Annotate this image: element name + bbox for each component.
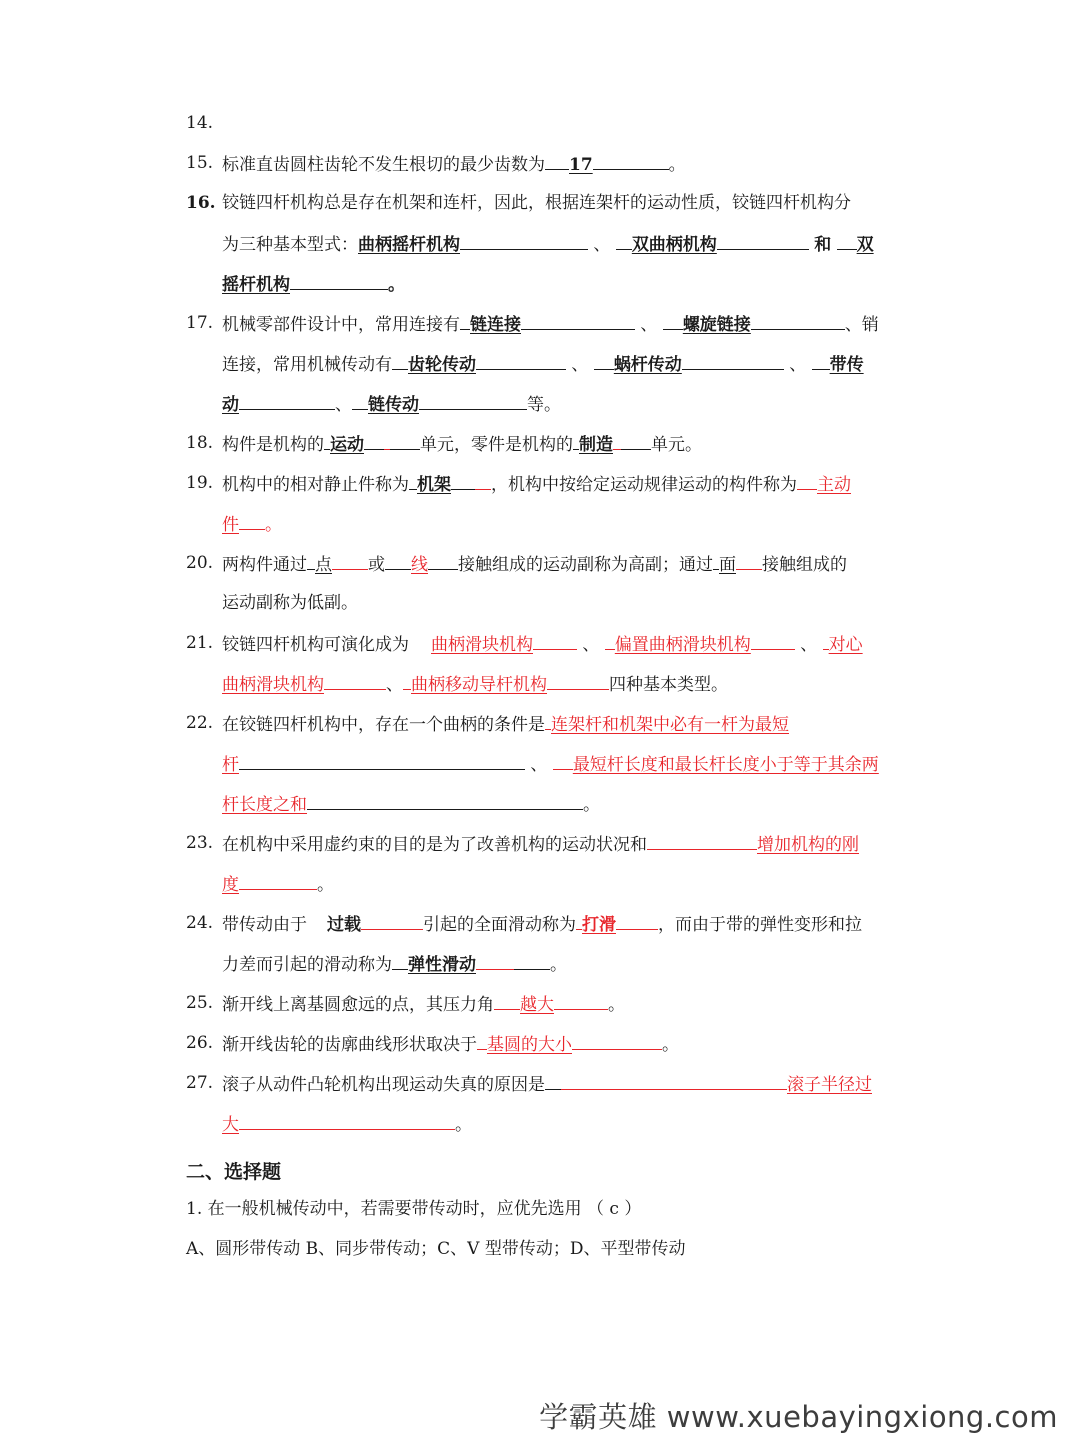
q21-line2: 曲柄滑块机构 、 曲柄移动导杆机构 四种基本类型。 bbox=[222, 672, 728, 696]
q25-line: 渐开线上离基圆愈远的点，其压力角 越大 。 bbox=[222, 992, 625, 1016]
q21-answer-3a: 对心 bbox=[828, 635, 863, 655]
q24-answer-1: 过载 bbox=[327, 915, 361, 935]
q22-line3: 杆长度之和 。 bbox=[222, 792, 600, 816]
q23-line1: 在机构中采用虚约束的目的是为了改善机构的运动状况和 增加机构的刚 bbox=[222, 832, 859, 856]
q22-number: 22. bbox=[186, 713, 214, 733]
choice-1-options: A、圆形带传动 B、同步带传动；C、V 型带传动；D、平型带传动 bbox=[186, 1239, 686, 1259]
q19-answer-2b: 件 bbox=[222, 515, 239, 535]
q24-answer-3: 弹性滑动 bbox=[408, 955, 476, 975]
q24-answer-2: 打滑 bbox=[582, 915, 616, 935]
q26-answer-1: 基圆的大小 bbox=[487, 1035, 572, 1055]
q17-answer-3: 齿轮传动 bbox=[408, 355, 476, 375]
section-title-choice: 二、选择题 bbox=[186, 1161, 282, 1183]
q27-line1: 滚子从动件凸轮机构出现运动失真的原因是 滚子半径过 bbox=[222, 1072, 872, 1096]
q16-answer-2: 双曲柄机构 bbox=[631, 235, 717, 255]
q17-answer-6: 链传动 bbox=[368, 395, 419, 415]
q16-line3: 摇杆机构 。 bbox=[222, 272, 405, 296]
q19-number: 19. bbox=[186, 473, 214, 493]
q17-answer-5a: 带传 bbox=[829, 355, 864, 375]
q19-line1: 机构中的相对静止件称为 机架 ，机构中按给定运动规律运动的构件称为 主动 bbox=[222, 472, 851, 496]
q21-number: 21. bbox=[186, 633, 214, 653]
q20-number: 20. bbox=[186, 553, 214, 573]
q22-line1: 在铰链四杆机构中，存在一个曲柄的条件是 连架杆和机架中必有一杆为最短 bbox=[222, 712, 789, 736]
q27-answer-1a: 滚子半径过 bbox=[787, 1075, 872, 1095]
q19-line2: 件 。 bbox=[222, 512, 282, 536]
q17-line2: 连接，常用机械传动有 齿轮传动 、 蜗杆传动 、 带传 bbox=[222, 352, 864, 376]
q20-answer-3: 面 bbox=[719, 555, 736, 575]
q16-line1: 铰链四杆机构总是存在机架和连杆，因此，根据连架杆的运动性质，铰链四杆机构分 bbox=[222, 193, 851, 213]
q19-answer-2a: 主动 bbox=[817, 475, 851, 495]
q17-answer-5b: 动 bbox=[222, 395, 239, 415]
q27-answer-1b: 大 bbox=[222, 1115, 239, 1135]
q24-number: 24. bbox=[186, 913, 214, 933]
q18-answer-2: 制造 bbox=[579, 435, 613, 455]
q26-number: 26. bbox=[186, 1033, 214, 1053]
q23-number: 23. bbox=[186, 833, 214, 853]
q19-answer-1: 机架 bbox=[417, 475, 451, 495]
q24-line1: 带传动由于 过载 引起的全面滑动称为 打滑 ，而由于带的弹性变形和拉 bbox=[222, 912, 862, 936]
q16-answer-3a: 双 bbox=[856, 235, 874, 255]
q21-answer-1: 曲柄滑块机构 bbox=[431, 635, 533, 655]
footer-watermark: 学霸英雄 www.xuebayingxiong.com bbox=[539, 1400, 1058, 1434]
q25-number: 25. bbox=[186, 993, 214, 1013]
q24-line2: 力差而引起的滑动称为 弹性滑动 。 bbox=[222, 952, 567, 976]
q18-answer-1: 运动 bbox=[330, 435, 364, 455]
q23-answer-1a: 增加机构的刚 bbox=[757, 835, 859, 855]
q22-answer-1b: 杆 bbox=[222, 755, 239, 775]
q16-number: 16. bbox=[186, 193, 216, 213]
q27-line2: 大 。 bbox=[222, 1112, 472, 1136]
q17-answer-4: 蜗杆传动 bbox=[613, 355, 682, 375]
q26-line: 渐开线齿轮的齿廓曲线形状取决于 基圆的大小 。 bbox=[222, 1032, 679, 1056]
q15-line: 标准直齿圆柱齿轮不发生根切的最少齿数为 17 。 bbox=[222, 152, 686, 176]
q20-line1: 两构件通过 点 或 线 接触组成的运动副称为高副；通过 面 接触组成的 bbox=[222, 552, 847, 576]
q22-answer-2a: 最短杆长度和最长杆长度小于等于其余两 bbox=[572, 755, 879, 775]
q15-answer: 17 bbox=[569, 155, 593, 175]
q17-answer-1: 链连接 bbox=[470, 315, 521, 335]
q17-line3: 动 、 链传动 等。 bbox=[222, 392, 561, 416]
q16-line2: 为三种基本型式：曲柄摇杆机构 、 双曲柄机构 和 双 bbox=[222, 232, 874, 256]
choice-1-question: 1. 在一般机械传动中，若需要带传动时，应优先选用 （ c ） bbox=[186, 1199, 642, 1219]
q22-answer-1a: 连架杆和机架中必有一杆为最短 bbox=[551, 715, 789, 735]
q14-number: 14. bbox=[186, 113, 214, 133]
q21-line1: 铰链四杆机构可演化成为 曲柄滑块机构 、 偏置曲柄滑块机构 、 对心 bbox=[222, 632, 863, 656]
q20-answer-2: 线 bbox=[411, 555, 428, 575]
q17-answer-2: 螺旋链接 bbox=[682, 315, 751, 335]
q17-line1: 机械零部件设计中，常用连接有 链连接 、 螺旋链接 、销 bbox=[222, 312, 879, 336]
q22-answer-2b: 杆长度之和 bbox=[222, 795, 307, 815]
q18-number: 18. bbox=[186, 433, 214, 453]
q21-answer-3b: 曲柄滑块机构 bbox=[222, 675, 324, 695]
q15-number: 15. bbox=[186, 153, 214, 173]
q25-answer-1: 越大 bbox=[520, 995, 554, 1015]
q16-answer-3b: 摇杆机构 bbox=[222, 275, 290, 295]
q20-line2: 运动副称为低副。 bbox=[222, 593, 358, 613]
q23-line2: 度 。 bbox=[222, 872, 334, 896]
q18-line: 构件是机构的 运动 单元，零件是机构的 制造 单元。 bbox=[222, 432, 702, 456]
q20-answer-1: 点 bbox=[315, 555, 332, 575]
q21-answer-2: 偏置曲柄滑块机构 bbox=[614, 635, 751, 655]
q22-line2: 杆 、 最短杆长度和最长杆长度小于等于其余两 bbox=[222, 752, 879, 776]
q16-answer-1: 曲柄摇杆机构 bbox=[358, 235, 460, 255]
q27-number: 27. bbox=[186, 1073, 214, 1093]
q17-number: 17. bbox=[186, 313, 214, 333]
q21-answer-4: 曲柄移动导杆机构 bbox=[411, 675, 547, 695]
q23-answer-1b: 度 bbox=[222, 875, 239, 895]
